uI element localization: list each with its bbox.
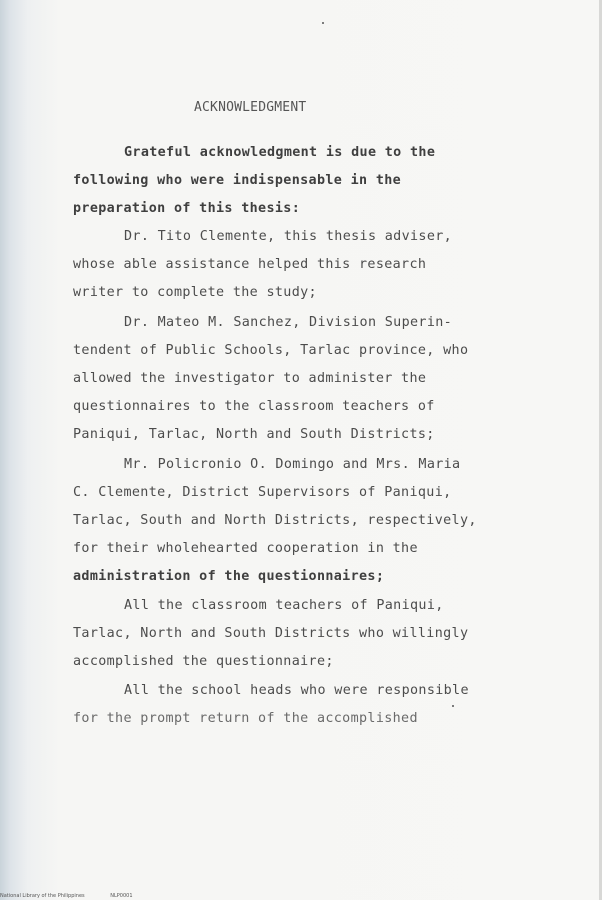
text-line: questionnaires to the classroom teachers of (73, 399, 435, 414)
text-line: Grateful acknowledgment is due to the (124, 145, 436, 160)
text-line: Dr. Mateo M. Sanchez, Division Superin- (124, 315, 453, 330)
text-line: allowed the investigator to administer the (73, 371, 427, 386)
text-line: writer to complete the study; (73, 285, 317, 300)
text-line: Tarlac, North and South Districts who willingly (73, 626, 469, 641)
scan-footer (0, 893, 157, 899)
text-line: tendent of Public Schools, Tarlac province, who (73, 343, 469, 358)
speck-mark (452, 705, 454, 707)
speck-mark (322, 22, 324, 24)
text-line: for their wholehearted cooperation in the (73, 541, 418, 556)
footer-code: NLP0001 (110, 893, 133, 899)
text-line: preparation of this thesis: (73, 201, 301, 216)
text-line: All the school heads who were responsible (124, 683, 469, 698)
text-line: Tarlac, South and North Districts, respectively, (73, 513, 477, 528)
footer-library: National Library of the Philippines (0, 893, 85, 899)
text-line: for the prompt return of the accomplished (73, 711, 418, 726)
text-line: administration of the questionnaires; (73, 569, 385, 584)
text-line: following who were indispensable in the (73, 173, 402, 188)
text-line: accomplished the questionnaire; (73, 654, 334, 669)
text-line: whose able assistance helped this research (73, 257, 427, 272)
text-line: Dr. Tito Clemente, this thesis adviser, (124, 229, 453, 244)
text-line: Mr. Policronio O. Domingo and Mrs. Maria (124, 457, 461, 472)
text-line: C. Clemente, District Supervisors of Paniqui, (73, 485, 452, 500)
text-line: Paniqui, Tarlac, North and South Districts; (73, 427, 435, 442)
text-line: All the classroom teachers of Paniqui, (124, 598, 444, 613)
page-title: ACKNOWLEDGMENT (194, 100, 307, 115)
